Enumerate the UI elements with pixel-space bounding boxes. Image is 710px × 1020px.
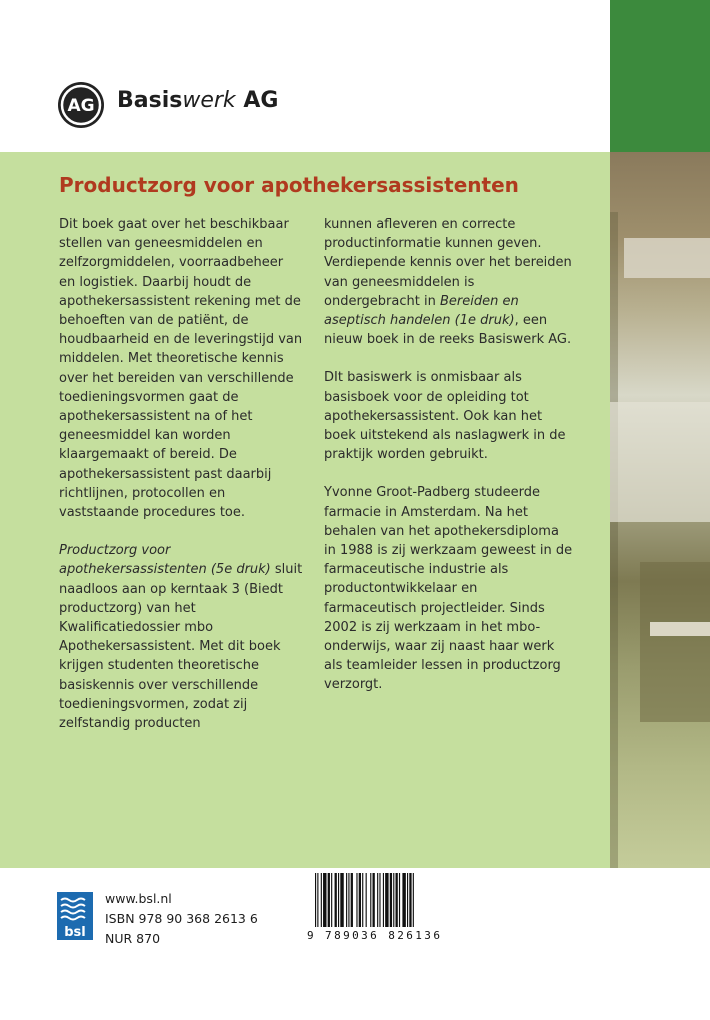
barcode-bar: [340, 873, 343, 927]
series-italic: werk: [182, 88, 236, 113]
photo-shelf: [624, 238, 710, 278]
ag-logo-icon: [58, 82, 104, 128]
series-name: [117, 88, 278, 113]
isbn-barcode: [307, 871, 467, 945]
barcode-bar: [379, 873, 380, 927]
right-paragraph-1: [324, 215, 574, 349]
barcode-bar: [362, 873, 363, 927]
barcode-bar: [373, 873, 375, 927]
barcode-bar: [356, 873, 357, 927]
barcode-bar: [396, 873, 398, 927]
bsl-logo: [57, 892, 93, 940]
barcode-bar: [385, 873, 388, 927]
barcode-digits: 9 789036 826136: [307, 929, 443, 942]
barcode-bar: [383, 873, 384, 927]
header-band: [0, 0, 610, 152]
logo-letters: AG: [67, 96, 95, 116]
ag-logo: [58, 82, 104, 128]
barcode-bar: [393, 873, 394, 927]
green-corner-tab: [610, 0, 710, 152]
left-column: [59, 215, 303, 752]
barcode-bar: [346, 873, 347, 927]
barcode-bar: [359, 873, 361, 927]
publisher-info: [105, 889, 258, 949]
photo-shadow: [610, 212, 618, 868]
barcode-bar: [317, 873, 318, 927]
right-paragraph-2: DIt basiswerk is onmisbaar als basisboek voor de opleiding tot apothekersassistent. Ook kan het boek uitstekend als naslagwerk in de praktijk worden gebruikt.: [324, 370, 566, 463]
barcode-bar: [402, 873, 405, 927]
barcode-bar: [413, 873, 414, 927]
pharmacy-photo-strip: [610, 152, 710, 868]
right-paragraph-1-italic: Bereiden en aseptisch handelen (1e druk): [324, 293, 519, 329]
barcode-bar: [315, 873, 316, 927]
right-paragraph-3: Yvonne Groot-Padberg studeerde farmacie in Amsterdam. Na het behalen van het apothekersdiploma in 1988 is zij werkzaam geweest in de farmaceutische industrie als productontwikkelaar en farmaceutisch projectleider. Sinds 2002 is zij werkzaam in het mbo-onderwijs, waar zij naast haar werk als teamleider lessen in productzorg verzorgt.: [324, 485, 573, 693]
barcode-bar: [323, 873, 326, 927]
left-paragraph-1: Dit boek gaat over het beschikbaar stellen van geneesmiddelen en zelfzorgmiddelen, voorraadbeheer en logistiek. Daarbij houdt de apothekersassistent rekening met de behoeften van de patiënt, de houdbaarheid en de leveringstijd van middelen. Met theoretische kennis over het bereiden van verschillende toedieningsvormen gaat de apothekersassistent na of het geneesmiddel kan worden klaargemaakt of bereid. De apothekersassistent past daarbij richtlijnen, protocollen en vaststaande procedures toe.: [59, 217, 303, 521]
barcode-bars: [307, 871, 467, 929]
right-paragraph-1-start: kunnen afleveren en correcte productinformatie kunnen geven. Verdiepende kennis over het bereiden van geneesmiddelen is ondergebracht in: [324, 217, 572, 309]
barcode-bar: [377, 873, 378, 927]
photo-window: [610, 402, 710, 522]
series-prefix: Basis: [117, 88, 183, 113]
barcode-bar: [390, 873, 392, 927]
bsl-wave-icon: [57, 892, 93, 940]
nur-code: NUR 870: [105, 931, 161, 946]
isbn-text: ISBN 978 90 368 2613 6: [105, 911, 258, 926]
photo-counter: [640, 562, 710, 722]
bsl-logo-text: bsl: [64, 925, 86, 940]
series-suffix: AG: [235, 88, 279, 113]
left-paragraph-2: [59, 541, 303, 733]
barcode-bar: [321, 873, 322, 927]
barcode-bar: [407, 873, 408, 927]
barcode-bar: [328, 873, 330, 927]
barcode-bar: [335, 873, 337, 927]
barcode-bar: [338, 873, 339, 927]
right-column: [324, 215, 574, 714]
photo-paper: [650, 622, 710, 636]
left-paragraph-2-text: sluit naadloos aan op kerntaak 3 (Biedt productzorg) van het Kwalificatiedossier mbo Apothekersassistent. Met dit boek krijgen studenten theoretische basiskennis over verschillende toedieningsvormen, zodat zij zelfstandig producten: [59, 562, 303, 732]
barcode-bar: [366, 873, 367, 927]
left-paragraph-2-italic: Productzorg voor apothekersassistenten (5e druk): [59, 543, 271, 578]
barcode-bar: [331, 873, 332, 927]
barcode-bar: [348, 873, 349, 927]
publisher-website: www.bsl.nl: [105, 891, 172, 906]
barcode-bar: [351, 873, 353, 927]
barcode-bar: [370, 873, 371, 927]
barcode-bar: [399, 873, 400, 927]
book-title: Productzorg voor apothekersassistenten: [59, 173, 519, 197]
right-paragraph-1-end: , een nieuw boek in de reeks Basiswerk AG.: [324, 313, 572, 348]
barcode-bar: [409, 873, 411, 927]
